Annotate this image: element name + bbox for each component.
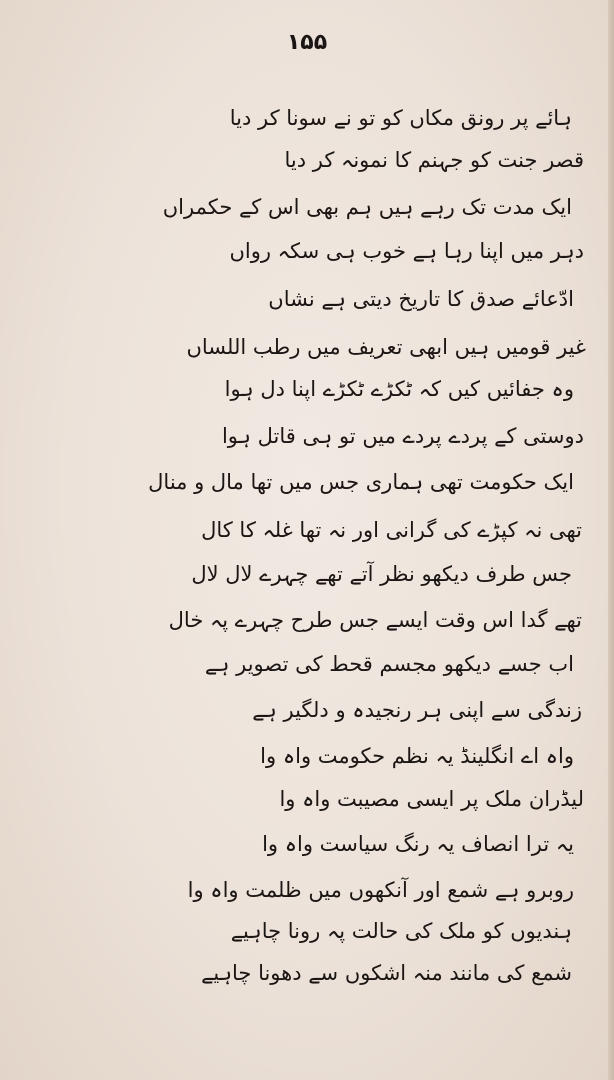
verse-line-9: ایک حکومت تھی ہماری جس میں تھا مال و منال xyxy=(148,470,574,494)
verse-line-8: دوستی کے پردے پردے میں تو ہی قاتل ہوا xyxy=(221,424,584,448)
verse-line-4: دہر میں اپنا رہا ہے خوب ہی سکہ رواں xyxy=(229,239,584,263)
verse-line-18: روبرو ہے شمع اور آنکھوں میں ظلمت واہ وا xyxy=(187,878,574,902)
verse-line-13: اب جسے دیکھو مجسم قحط کی تصویر ہے xyxy=(204,652,574,676)
verse-line-19: ہندیوں کو ملک کی حالت پہ رونا چاہیے xyxy=(230,919,572,943)
verse-line-1: ہائے پر رونق مکاں کو تو نے سونا کر دیا xyxy=(229,106,572,130)
verse-line-16: لیڈران ملک پر ایسی مصیبت واہ وا xyxy=(279,787,584,811)
verse-line-7: وہ جفائیں کیں کہ ٹکڑے ٹکڑے اپنا دل ہوا xyxy=(224,377,574,401)
verse-line-5: ادّعائے صدق کا تاریخ دیتی ہے نشاں xyxy=(268,287,574,311)
verse-line-15: واہ اے انگلینڈ یہ نظم حکومت واہ وا xyxy=(260,744,574,768)
verse-line-20: شمع کی مانند منہ اشکوں سے دھونا چاہیے xyxy=(201,961,572,985)
verse-line-11: جس طرف دیکھو نظر آتے تھے چہرے لال لال xyxy=(191,562,572,586)
verse-line-3: ایک مدت تک رہے ہیں ہم بھی اس کے حکمراں xyxy=(162,195,572,219)
verse-line-17: یہ ترا انصاف یہ رنگ سیاست واہ وا xyxy=(262,832,574,856)
page-number: ۱۵۵ xyxy=(286,30,328,55)
verse-line-6: غیر قومیں ہیں ابھی تعریف میں رطب اللساں xyxy=(186,335,586,359)
page-edge xyxy=(608,0,614,1080)
verse-line-10: تھی نہ کپڑے کی گرانی اور نہ تھا غلہ کا کال xyxy=(201,518,582,542)
verse-line-2: قصر جنت کو جہنم کا نمونہ کر دیا xyxy=(284,148,584,172)
verse-line-14: زندگی سے اپنی ہر رنجیدہ و دلگیر ہے xyxy=(252,698,582,722)
verse-line-12: تھے گدا اس وقت ایسے جس طرح چہرے پہ خال xyxy=(168,608,582,632)
